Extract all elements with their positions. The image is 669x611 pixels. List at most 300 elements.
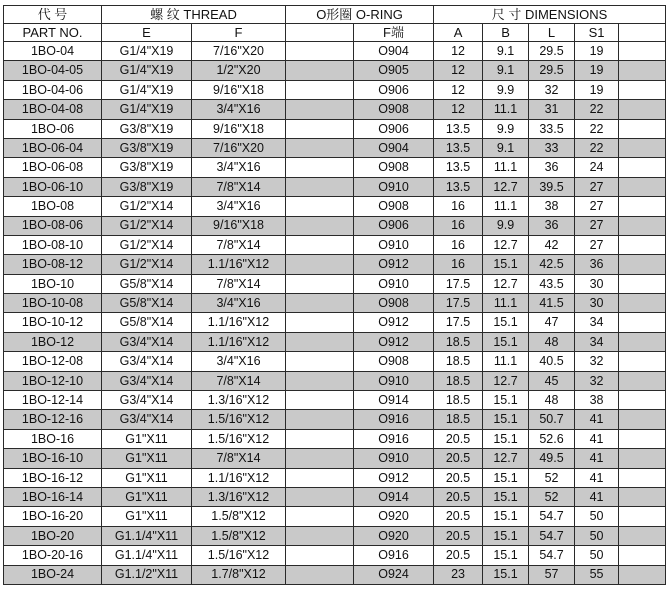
cell-dim-b: 12.7: [483, 274, 529, 293]
cell-blank: [286, 235, 354, 254]
cell-dim-l: 31: [529, 100, 575, 119]
cell-blank-end: [619, 565, 666, 584]
cell-blank: [286, 274, 354, 293]
cell-dim-s1: 19: [575, 80, 619, 99]
header-col-b: B: [483, 24, 529, 42]
cell-part-no: 1BO-08-06: [4, 216, 102, 235]
cell-part-no: 1BO-12-10: [4, 371, 102, 390]
cell-dim-l: 47: [529, 313, 575, 332]
cell-thread-e: G5/8"X14: [102, 294, 192, 313]
cell-dim-l: 48: [529, 332, 575, 351]
cell-thread-f: 1.5/16"X12: [192, 429, 286, 448]
cell-dim-a: 20.5: [434, 526, 483, 545]
cell-dim-s1: 27: [575, 216, 619, 235]
cell-dim-l: 29.5: [529, 42, 575, 61]
cell-blank: [286, 313, 354, 332]
cell-thread-e: G1/2"X14: [102, 197, 192, 216]
header-col-f-end: F端: [354, 24, 434, 42]
cell-dim-l: 41.5: [529, 294, 575, 313]
cell-dim-a: 18.5: [434, 391, 483, 410]
cell-blank-end: [619, 294, 666, 313]
cell-thread-f: 1.3/16"X12: [192, 487, 286, 506]
cell-blank: [286, 526, 354, 545]
cell-thread-e: G1/4"X19: [102, 61, 192, 80]
cell-thread-e: G3/4"X14: [102, 352, 192, 371]
cell-dim-s1: 27: [575, 177, 619, 196]
fitting-dimension-table: [3, 5, 666, 585]
cell-part-no: 1BO-06: [4, 119, 102, 138]
cell-dim-l: 54.7: [529, 507, 575, 526]
cell-blank: [286, 294, 354, 313]
cell-part-no: 1BO-08-12: [4, 255, 102, 274]
cell-dim-l: 52: [529, 487, 575, 506]
cell-o-ring: O908: [354, 158, 434, 177]
cell-blank: [286, 449, 354, 468]
cell-o-ring: O912: [354, 313, 434, 332]
cell-dim-s1: 38: [575, 391, 619, 410]
table-row: [4, 197, 666, 216]
table-row: [4, 371, 666, 390]
cell-part-no: 1BO-12: [4, 332, 102, 351]
cell-dim-l: 36: [529, 158, 575, 177]
cell-dim-l: 57: [529, 565, 575, 584]
cell-thread-e: G1"X11: [102, 487, 192, 506]
cell-dim-b: 9.9: [483, 119, 529, 138]
cell-o-ring: O916: [354, 429, 434, 448]
cell-thread-e: G3/8"X19: [102, 158, 192, 177]
cell-blank: [286, 429, 354, 448]
cell-dim-s1: 34: [575, 332, 619, 351]
header-o-ring: O形圈 O-RING: [286, 6, 434, 24]
cell-dim-l: 38: [529, 197, 575, 216]
cell-dim-b: 15.1: [483, 391, 529, 410]
cell-blank-end: [619, 313, 666, 332]
cell-thread-e: G5/8"X14: [102, 313, 192, 332]
cell-thread-f: 7/8"X14: [192, 177, 286, 196]
cell-thread-f: 7/8"X14: [192, 274, 286, 293]
table-row: [4, 42, 666, 61]
cell-thread-f: 1.1/16"X12: [192, 255, 286, 274]
cell-blank: [286, 391, 354, 410]
cell-thread-f: 7/8"X14: [192, 235, 286, 254]
cell-thread-f: 9/16"X18: [192, 80, 286, 99]
cell-part-no: 1BO-10-08: [4, 294, 102, 313]
table-row: [4, 565, 666, 584]
cell-dim-s1: 24: [575, 158, 619, 177]
cell-thread-e: G1"X11: [102, 507, 192, 526]
cell-blank-end: [619, 61, 666, 80]
cell-dim-s1: 22: [575, 119, 619, 138]
cell-thread-f: 1.3/16"X12: [192, 391, 286, 410]
cell-thread-f: 7/8"X14: [192, 371, 286, 390]
cell-dim-a: 18.5: [434, 352, 483, 371]
cell-part-no: 1BO-16-12: [4, 468, 102, 487]
cell-blank-end: [619, 449, 666, 468]
cell-blank-end: [619, 177, 666, 196]
cell-o-ring: O904: [354, 138, 434, 157]
cell-thread-f: 1.5/16"X12: [192, 546, 286, 565]
cell-dim-a: 13.5: [434, 138, 483, 157]
cell-o-ring: O910: [354, 371, 434, 390]
cell-blank: [286, 138, 354, 157]
header-blank-end: [619, 24, 666, 42]
cell-dim-b: 15.1: [483, 410, 529, 429]
header-row-sub: [4, 24, 666, 42]
header-col-s1: S1: [575, 24, 619, 42]
cell-dim-a: 12: [434, 100, 483, 119]
cell-o-ring: O912: [354, 332, 434, 351]
cell-dim-a: 23: [434, 565, 483, 584]
cell-dim-b: 9.9: [483, 216, 529, 235]
cell-o-ring: O912: [354, 468, 434, 487]
cell-blank-end: [619, 235, 666, 254]
cell-dim-s1: 34: [575, 313, 619, 332]
cell-o-ring: O906: [354, 80, 434, 99]
table-row: [4, 546, 666, 565]
header-col-e: E: [102, 24, 192, 42]
table-row: [4, 119, 666, 138]
table-row: [4, 468, 666, 487]
cell-blank: [286, 197, 354, 216]
cell-thread-f: 3/4"X16: [192, 197, 286, 216]
cell-thread-f: 7/16"X20: [192, 42, 286, 61]
cell-dim-a: 20.5: [434, 507, 483, 526]
cell-thread-e: G3/8"X19: [102, 138, 192, 157]
cell-dim-a: 12: [434, 61, 483, 80]
cell-dim-s1: 55: [575, 565, 619, 584]
cell-o-ring: O914: [354, 487, 434, 506]
cell-blank: [286, 468, 354, 487]
cell-dim-s1: 19: [575, 61, 619, 80]
cell-part-no: 1BO-08: [4, 197, 102, 216]
cell-thread-e: G1"X11: [102, 468, 192, 487]
cell-dim-s1: 19: [575, 42, 619, 61]
cell-dim-s1: 41: [575, 487, 619, 506]
cell-dim-b: 15.1: [483, 255, 529, 274]
cell-part-no: 1BO-04-08: [4, 100, 102, 119]
cell-o-ring: O906: [354, 119, 434, 138]
cell-thread-f: 3/4"X16: [192, 158, 286, 177]
table-row: [4, 138, 666, 157]
cell-part-no: 1BO-10-12: [4, 313, 102, 332]
cell-part-no: 1BO-12-08: [4, 352, 102, 371]
header-dimensions: 尺 寸 DIMENSIONS: [434, 6, 666, 24]
cell-dim-b: 12.7: [483, 235, 529, 254]
cell-dim-l: 39.5: [529, 177, 575, 196]
cell-thread-e: G3/4"X14: [102, 410, 192, 429]
cell-dim-l: 54.7: [529, 526, 575, 545]
cell-blank: [286, 80, 354, 99]
cell-part-no: 1BO-10: [4, 274, 102, 293]
cell-part-no: 1BO-20: [4, 526, 102, 545]
cell-thread-e: G1/4"X19: [102, 42, 192, 61]
cell-dim-s1: 50: [575, 546, 619, 565]
table-row: [4, 255, 666, 274]
cell-dim-a: 13.5: [434, 158, 483, 177]
cell-thread-f: 1.7/8"X12: [192, 565, 286, 584]
cell-part-no: 1BO-06-10: [4, 177, 102, 196]
cell-dim-a: 17.5: [434, 313, 483, 332]
cell-dim-a: 20.5: [434, 449, 483, 468]
header-col-l: L: [529, 24, 575, 42]
cell-dim-b: 11.1: [483, 100, 529, 119]
cell-dim-l: 29.5: [529, 61, 575, 80]
cell-thread-f: 7/8"X14: [192, 449, 286, 468]
cell-thread-f: 1.1/16"X12: [192, 313, 286, 332]
table-row: [4, 449, 666, 468]
cell-blank-end: [619, 197, 666, 216]
cell-thread-f: 1.5/8"X12: [192, 507, 286, 526]
cell-dim-s1: 41: [575, 429, 619, 448]
cell-thread-f: 1.1/16"X12: [192, 332, 286, 351]
cell-dim-s1: 27: [575, 235, 619, 254]
header-col-a: A: [434, 24, 483, 42]
cell-dim-l: 54.7: [529, 546, 575, 565]
cell-o-ring: O916: [354, 410, 434, 429]
cell-dim-b: 11.1: [483, 294, 529, 313]
cell-part-no: 1BO-12-16: [4, 410, 102, 429]
cell-blank-end: [619, 42, 666, 61]
cell-dim-a: 20.5: [434, 487, 483, 506]
cell-o-ring: O916: [354, 546, 434, 565]
cell-blank-end: [619, 352, 666, 371]
cell-dim-s1: 22: [575, 100, 619, 119]
cell-dim-b: 15.1: [483, 565, 529, 584]
cell-dim-s1: 27: [575, 197, 619, 216]
cell-dim-b: 15.1: [483, 487, 529, 506]
cell-blank: [286, 371, 354, 390]
cell-thread-e: G1.1/4"X11: [102, 546, 192, 565]
cell-dim-l: 42.5: [529, 255, 575, 274]
cell-dim-b: 9.1: [483, 42, 529, 61]
cell-o-ring: O906: [354, 216, 434, 235]
cell-thread-e: G5/8"X14: [102, 274, 192, 293]
cell-blank: [286, 177, 354, 196]
header-col-f: F: [192, 24, 286, 42]
header-thread: 螺 纹 THREAD: [102, 6, 286, 24]
cell-blank: [286, 61, 354, 80]
cell-dim-s1: 22: [575, 138, 619, 157]
cell-dim-b: 15.1: [483, 313, 529, 332]
cell-blank-end: [619, 100, 666, 119]
cell-dim-a: 17.5: [434, 294, 483, 313]
cell-dim-l: 43.5: [529, 274, 575, 293]
cell-blank: [286, 352, 354, 371]
cell-thread-f: 1.5/16"X12: [192, 410, 286, 429]
table-row: [4, 352, 666, 371]
cell-dim-s1: 41: [575, 410, 619, 429]
cell-dim-b: 9.9: [483, 80, 529, 99]
cell-blank-end: [619, 138, 666, 157]
cell-part-no: 1BO-16: [4, 429, 102, 448]
cell-dim-b: 12.7: [483, 371, 529, 390]
cell-part-no: 1BO-12-14: [4, 391, 102, 410]
table-row: [4, 487, 666, 506]
cell-blank: [286, 216, 354, 235]
table-row: [4, 158, 666, 177]
cell-thread-e: G1.1/2"X11: [102, 565, 192, 584]
cell-dim-s1: 30: [575, 274, 619, 293]
cell-thread-e: G3/4"X14: [102, 391, 192, 410]
cell-dim-a: 20.5: [434, 429, 483, 448]
cell-blank-end: [619, 468, 666, 487]
cell-thread-e: G1/2"X14: [102, 235, 192, 254]
cell-dim-s1: 50: [575, 526, 619, 545]
cell-dim-a: 16: [434, 235, 483, 254]
cell-dim-b: 15.1: [483, 429, 529, 448]
cell-dim-s1: 32: [575, 352, 619, 371]
cell-dim-b: 9.1: [483, 138, 529, 157]
table-body: [4, 42, 666, 585]
cell-dim-b: 11.1: [483, 352, 529, 371]
cell-dim-s1: 36: [575, 255, 619, 274]
cell-dim-a: 18.5: [434, 410, 483, 429]
cell-part-no: 1BO-20-16: [4, 546, 102, 565]
cell-dim-b: 9.1: [483, 61, 529, 80]
cell-thread-f: 1.5/8"X12: [192, 526, 286, 545]
cell-dim-l: 48: [529, 391, 575, 410]
cell-dim-s1: 50: [575, 507, 619, 526]
cell-blank-end: [619, 391, 666, 410]
table-row: [4, 507, 666, 526]
cell-thread-e: G3/8"X19: [102, 119, 192, 138]
table-row: [4, 313, 666, 332]
header-part-code: 代 号: [4, 6, 102, 24]
cell-dim-l: 42: [529, 235, 575, 254]
table-row: [4, 410, 666, 429]
table-row: [4, 391, 666, 410]
cell-o-ring: O910: [354, 235, 434, 254]
cell-o-ring: O920: [354, 507, 434, 526]
cell-dim-s1: 30: [575, 294, 619, 313]
table-row: [4, 332, 666, 351]
cell-dim-s1: 41: [575, 449, 619, 468]
cell-blank: [286, 158, 354, 177]
table-row: [4, 216, 666, 235]
cell-dim-b: 15.1: [483, 332, 529, 351]
cell-blank: [286, 119, 354, 138]
cell-dim-a: 16: [434, 255, 483, 274]
cell-dim-b: 11.1: [483, 158, 529, 177]
cell-dim-b: 12.7: [483, 449, 529, 468]
cell-blank: [286, 42, 354, 61]
cell-dim-b: 15.1: [483, 526, 529, 545]
cell-thread-f: 1.1/16"X12: [192, 468, 286, 487]
cell-dim-l: 33: [529, 138, 575, 157]
cell-dim-a: 12: [434, 42, 483, 61]
table-row: [4, 177, 666, 196]
cell-dim-l: 40.5: [529, 352, 575, 371]
cell-dim-a: 18.5: [434, 371, 483, 390]
cell-blank-end: [619, 274, 666, 293]
cell-blank-end: [619, 332, 666, 351]
cell-thread-f: 1/2"X20: [192, 61, 286, 80]
dimension-table-sheet: [3, 5, 665, 585]
cell-dim-l: 52: [529, 468, 575, 487]
cell-blank: [286, 546, 354, 565]
cell-dim-b: 15.1: [483, 546, 529, 565]
cell-dim-l: 32: [529, 80, 575, 99]
cell-blank-end: [619, 429, 666, 448]
cell-thread-e: G1/2"X14: [102, 255, 192, 274]
cell-o-ring: O924: [354, 565, 434, 584]
cell-dim-a: 13.5: [434, 119, 483, 138]
cell-blank: [286, 100, 354, 119]
cell-dim-a: 12: [434, 80, 483, 99]
cell-thread-e: G3/4"X14: [102, 332, 192, 351]
cell-o-ring: O908: [354, 100, 434, 119]
cell-blank: [286, 507, 354, 526]
cell-dim-l: 36: [529, 216, 575, 235]
cell-dim-l: 49.5: [529, 449, 575, 468]
cell-o-ring: O904: [354, 42, 434, 61]
table-row: [4, 274, 666, 293]
cell-blank-end: [619, 410, 666, 429]
cell-o-ring: O905: [354, 61, 434, 80]
cell-part-no: 1BO-08-10: [4, 235, 102, 254]
table-row: [4, 429, 666, 448]
cell-thread-f: 3/4"X16: [192, 352, 286, 371]
cell-dim-a: 20.5: [434, 468, 483, 487]
cell-part-no: 1BO-06-08: [4, 158, 102, 177]
cell-blank: [286, 255, 354, 274]
cell-dim-l: 33.5: [529, 119, 575, 138]
cell-thread-e: G1.1/4"X11: [102, 526, 192, 545]
cell-dim-b: 12.7: [483, 177, 529, 196]
cell-dim-a: 18.5: [434, 332, 483, 351]
cell-o-ring: O910: [354, 274, 434, 293]
header-part-no: PART NO.: [4, 24, 102, 42]
cell-thread-e: G1"X11: [102, 429, 192, 448]
cell-thread-e: G1/4"X19: [102, 80, 192, 99]
cell-dim-l: 45: [529, 371, 575, 390]
cell-blank-end: [619, 487, 666, 506]
table-row: [4, 526, 666, 545]
cell-dim-b: 15.1: [483, 507, 529, 526]
cell-part-no: 1BO-04-06: [4, 80, 102, 99]
cell-o-ring: O908: [354, 197, 434, 216]
cell-blank-end: [619, 80, 666, 99]
cell-o-ring: O912: [354, 255, 434, 274]
cell-dim-l: 52.6: [529, 429, 575, 448]
cell-blank-end: [619, 526, 666, 545]
cell-part-no: 1BO-24: [4, 565, 102, 584]
cell-blank: [286, 410, 354, 429]
cell-blank-end: [619, 255, 666, 274]
header-row-top: [4, 6, 666, 24]
cell-dim-l: 50.7: [529, 410, 575, 429]
cell-part-no: 1BO-06-04: [4, 138, 102, 157]
header-blank: [286, 24, 354, 42]
cell-part-no: 1BO-16-20: [4, 507, 102, 526]
cell-dim-a: 13.5: [434, 177, 483, 196]
cell-thread-e: G1/2"X14: [102, 216, 192, 235]
cell-thread-e: G3/8"X19: [102, 177, 192, 196]
cell-part-no: 1BO-16-14: [4, 487, 102, 506]
cell-thread-e: G1/4"X19: [102, 100, 192, 119]
cell-part-no: 1BO-04: [4, 42, 102, 61]
cell-blank: [286, 565, 354, 584]
cell-thread-e: G3/4"X14: [102, 371, 192, 390]
table-row: [4, 294, 666, 313]
cell-thread-e: G1"X11: [102, 449, 192, 468]
cell-part-no: 1BO-04-05: [4, 61, 102, 80]
cell-blank-end: [619, 158, 666, 177]
table-row: [4, 100, 666, 119]
cell-dim-a: 20.5: [434, 546, 483, 565]
table-row: [4, 235, 666, 254]
cell-thread-f: 3/4"X16: [192, 100, 286, 119]
